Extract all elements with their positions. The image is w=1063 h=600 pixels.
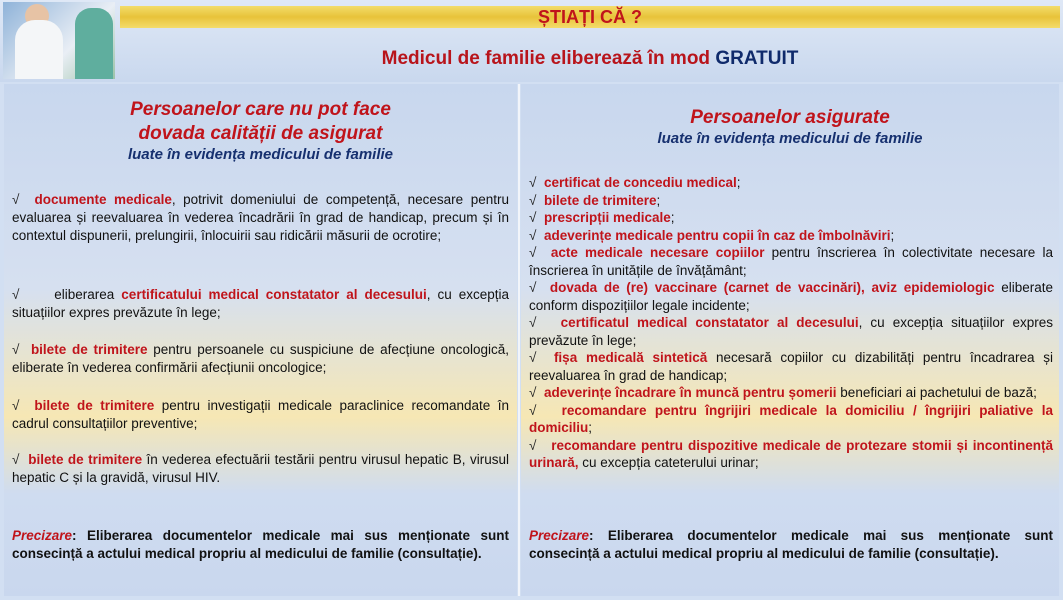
item-bold: bilete de trimitere [543,192,657,208]
right-item-9 [529,384,1053,402]
item-bold: dovada de (re) vaccinare (carnet de vaccinări), aviz epidemiologic [549,280,995,295]
item-bold: adeverințe încadrare în muncă pentru șomerii [543,385,837,400]
header [0,0,1063,82]
left-subheading: luate în evidența medicului de familie [127,146,394,163]
item-text: ; [670,210,675,225]
left-item-1 [12,191,509,245]
item-text: , cu excepția situațiilor expres prevăzute în lege; [12,287,509,320]
check-icon: √ [12,398,20,413]
check-icon: √ [529,350,537,365]
check-icon: √ [529,175,537,190]
item-text: ; [736,175,741,190]
item-text: , potrivit domeniului de competență, necesare pentru evaluarea și reevaluarea în vederea încadrării în grad de handicap, precum și în contextul dispunerii, prelungirii, înlocuirii sau ridicării măsurii de ocrotire; [12,192,509,243]
check-icon: √ [529,385,537,400]
item-text: ; [890,227,895,243]
item-text: cu excepția cateterului urinar; [578,455,759,470]
item-text: pentru investigații medicale paraclinice recomandate în cadrul consultațiilor preventive; [12,398,509,431]
check-icon: √ [529,280,537,295]
right-items [529,174,1053,472]
item-bold: recomandare pentru îngrijiri medicale la domiciliu / îngrijiri paliative la domiciliu [529,402,1053,435]
left-heading [4,98,517,164]
right-item-6 [529,279,1053,314]
right-item-1 [529,174,1053,192]
right-heading [521,106,1059,148]
item-text: ; [656,192,661,208]
column-divider [518,84,520,596]
left-heading-line2: dovada calității de asigurat [138,123,383,144]
item-bold: fișa medicală sintetică [553,350,708,365]
item-text: ; [588,420,593,435]
left-heading-line1: Persoanelor care nu pot face [130,99,391,120]
check-icon: √ [529,192,537,208]
note-label: Precizare [529,528,590,543]
note-text: : Eliberarea documentelor medicale mai sus menționate sunt consecință a actului medical propriu al medicului de familie (consultație). [529,528,1053,561]
right-note [529,527,1053,563]
check-icon: √ [529,437,537,453]
item-bold: bilete de trimitere [30,342,148,357]
doctors-photo [3,2,115,79]
right-item-5 [529,244,1053,279]
item-bold: certificatului medical constatator al decesului [121,287,427,302]
page-title: ȘTIAȚI CĂ ? [538,7,642,27]
note-text: : Eliberarea documentelor medicale mai sus menționate sunt consecință a actului medical propriu al medicului de familie (consultație). [12,528,509,561]
check-icon: √ [12,452,20,467]
item-bold: acte medicale necesare copiilor [550,245,765,260]
item-bold: documente medicale [34,192,172,207]
note-label: Precizare [12,528,73,543]
left-column [4,84,517,596]
item-text: pentru persoanele cu suspiciune de afecțiune oncologică, eliberate în vederea confirmării afecțiunii oncologice; [12,342,509,375]
item-text: , cu excepția situațiilor expres prevăzute în lege; [529,315,1053,348]
page-subtitle [120,48,1060,70]
subtitle-main: Medicul de familie eliberează în mod [381,48,716,69]
item-bold: bilete de trimitere [34,398,155,413]
check-icon: √ [12,192,20,207]
doctor-coat [15,20,63,79]
left-item-5 [12,451,509,487]
item-text: pentru înscrierea în colectivitate necesare la înscrierea în unitățile de învățământ; [529,245,1053,278]
item-bold: certificat de concediu medical [543,175,737,190]
right-item-3 [529,209,1053,227]
left-item-3 [12,341,509,377]
check-icon: √ [529,227,537,243]
left-item-2 [12,286,509,322]
check-icon: √ [529,315,537,330]
right-item-4 [529,227,1053,245]
item-bold: certificatul medical constatator al decesului [560,315,859,330]
item-text: eliberate conform dispozițiilor legale incidente; [529,280,1053,313]
right-item-7 [529,314,1053,349]
right-item-11 [529,437,1053,472]
left-note [12,527,509,563]
right-heading-line1: Persoanelor asigurate [690,107,890,128]
item-text: în vederea efectuării testării pentru virusul hepatic B, virusul hepatic C și la gravidă, virusul HIV. [12,452,509,485]
right-column [521,84,1059,596]
item-text: necesară copiilor cu dizabilități pentru încadrarea și reevaluarea în grad de handicap; [529,350,1053,383]
item-text: beneficiari ai pachetului de bază; [836,385,1037,400]
item-bold: bilete de trimitere [28,452,143,467]
left-item-4 [12,397,509,433]
nurse-scrubs [75,8,113,79]
item-pre: eliberarea [54,287,122,302]
check-icon: √ [529,402,537,418]
check-icon: √ [12,342,20,357]
right-item-8 [529,349,1053,384]
check-icon: √ [529,245,537,260]
check-icon: √ [12,287,20,302]
subtitle-accent: GRATUIT [715,48,799,69]
item-bold: adeverințe medicale pentru copii în caz de îmbolnăviri [543,227,891,243]
check-icon: √ [529,210,537,225]
item-bold: prescripții medicale [543,210,671,225]
item-bold: recomandare pentru dispozitive medicale de protezare stomii și incontinență urinară, [529,437,1053,470]
right-item-2 [529,192,1053,210]
right-item-10 [529,402,1053,437]
right-subheading: luate în evidența medicului de familie [657,130,923,147]
